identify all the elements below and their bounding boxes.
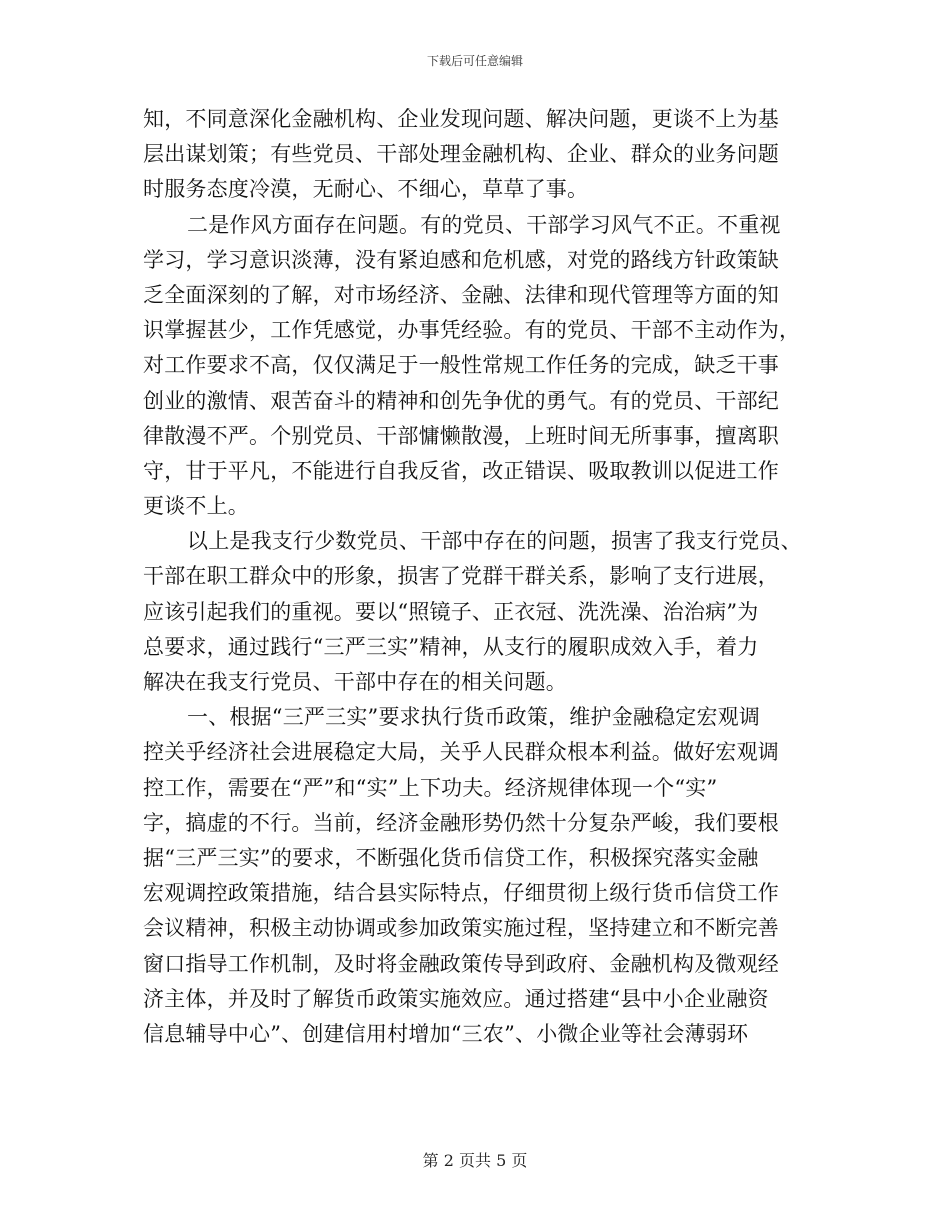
text-line: 一、根据“三严三实”要求执行货币政策，维护金融稳定宏观调 xyxy=(187,705,761,730)
text-line: 识掌握甚少，工作凭感觉，办事凭经验。有的党员、干部不主动作为， xyxy=(143,318,801,343)
page-footer: 第 2 页共 5 页 xyxy=(422,1151,528,1170)
page-header: 下载后可任意编辑 xyxy=(426,54,523,68)
text-line: 干部在职工群众中的形象，损害了党群干群关系，影响了支行进展， xyxy=(143,564,779,589)
text-line: 对工作要求不高，仅仅满足于一般性常规工作任务的完成，缺乏干事 xyxy=(143,353,779,378)
text-line: 据“三严三实”的要求，不断强化货币信贷工作，积极探究落实金融 xyxy=(143,845,759,870)
text-line: 控工作，需要在“严”和“实”上下功夫。经济规律体现一个“实” xyxy=(143,775,718,800)
text-line: 知，不同意深化金融机构、企业发现问题、解决问题，更谈不上为基 xyxy=(143,107,779,131)
text-line: 信息辅导中心”、创建信用村增加“三农”、小微企业等社会薄弱环 xyxy=(143,1021,749,1046)
text-line: 以上是我支行少数党员、干部中存在的问题，损害了我支行党员、 xyxy=(187,529,802,554)
text-line: 律散漫不严。个别党员、干部慵懒散漫，上班时间无所事事，擅离职 xyxy=(143,423,779,448)
text-line: 窗口指导工作机制，及时将金融政策传导到政府、金融机构及微观经 xyxy=(143,951,779,976)
text-line: 守，甘于平凡，不能进行自我反省，改正错误、吸取教训以促进工作 xyxy=(143,458,779,483)
text-line: 时服务态度冷漠，无耐心、不细心，草草了事。 xyxy=(143,177,589,202)
text-line: 济主体，并及时了解货币政策实施效应。通过搭建“县中小企业融资 xyxy=(143,986,769,1011)
body-text xyxy=(143,102,808,1052)
text-line: 更谈不上。 xyxy=(143,494,249,519)
text-line: 会议精神，积极主动协调或参加政策实施过程，坚持建立和不断完善 xyxy=(143,916,779,941)
text-line: 学习，学习意识淡薄，没有紧迫感和危机感，对党的路线方针政策缺 xyxy=(143,247,779,272)
text-line: 总要求，通过践行“三严三实”精神，从支行的履职成效入手，着力 xyxy=(143,634,759,659)
text-line: 应该引起我们的重视。要以“照镜子、正衣冠、洗洗澡、治治病”为 xyxy=(143,599,759,624)
text-line: 二是作风方面存在问题。有的党员、干部学习风气不正。不重视 xyxy=(187,212,781,237)
text-line: 解决在我支行党员、干部中存在的相关问题。 xyxy=(143,670,567,694)
text-line: 字，搞虚的不行。当前，经济金融形势仍然十分复杂严峻，我们要根 xyxy=(143,810,779,835)
text-line: 控关乎经济社会进展稳定大局，关乎人民群众根本利益。做好宏观调 xyxy=(143,740,779,765)
text-line: 乏全面深刻的了解，对市场经济、金融、法律和现代管理等方面的知 xyxy=(143,282,779,307)
text-line: 创业的激情、艰苦奋斗的精神和创先争优的勇气。有的党员、干部纪 xyxy=(143,388,779,413)
text-line: 层出谋划策；有些党员、干部处理金融机构、企业、群众的业务问题 xyxy=(143,142,779,167)
text-line: 宏观调控政策措施，结合县实际特点，仔细贯彻上级行货币信贷工作 xyxy=(143,881,779,906)
